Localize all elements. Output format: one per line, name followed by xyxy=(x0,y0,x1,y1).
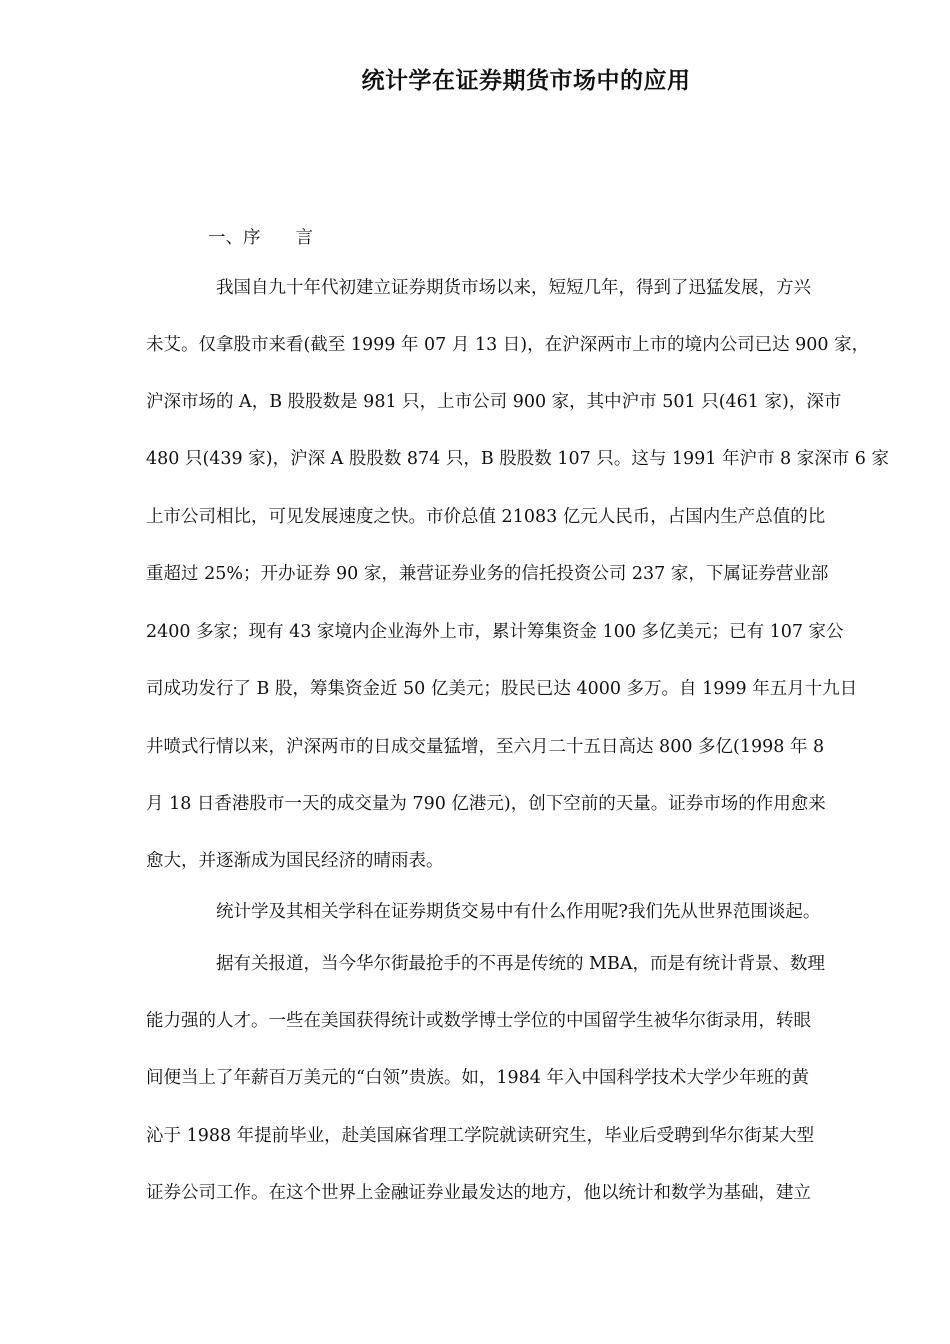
paragraph-line: 上市公司相比，可见发展速度之快。市价总值 21083 亿元人民币，占国内生产总值的比 xyxy=(146,507,826,527)
paragraph-line: 证券公司工作。在这个世界上金融证券业最发达的地方，他以统计和数学为基础，建立 xyxy=(146,1183,811,1203)
paragraph-line: 能力强的人才。一些在美国获得统计或数学博士学位的中国留学生被华尔街录用，转眼 xyxy=(146,1011,811,1031)
paragraph-line: 司成功发行了 B 股，筹集资金近 50 亿美元；股民已达 4000 多万。自 1999 年五月十九日 xyxy=(146,679,858,699)
paragraph-line: 2400 多家；现有 43 家境内企业海外上市，累计筹集资金 100 多亿美元；已有 107 家公 xyxy=(146,622,844,642)
paragraph-line: 井喷式行情以来，沪深两市的日成交量猛增，至六月二十五日高达 800 多亿(1998 年 8 xyxy=(146,737,825,757)
section-heading: 一、序 言 xyxy=(208,228,313,248)
document-title: 统计学在证券期货市场中的应用 xyxy=(361,67,691,94)
paragraph-line: 沁于 1988 年提前毕业，赴美国麻省理工学院就读研究生，毕业后受聘到华尔街某大型 xyxy=(146,1126,815,1146)
paragraph-line: 480 只(439 家)，沪深 A 股股数 874 只，B 股股数 107 只。这与 1991 年沪市 8 家深市 6 家 xyxy=(146,449,890,469)
paragraph-line: 间便当上了年薪百万美元的“白领”贵族。如，1984 年入中国科学技术大学少年班的黄 xyxy=(146,1068,809,1088)
paragraph-line: 我国自九十年代初建立证券期货市场以来，短短几年，得到了迅猛发展，方兴 xyxy=(216,278,811,298)
paragraph-line: 未艾。仅拿股市来看(截至 1999 年 07 月 13 日)，在沪深两市上市的境内公司已达 900 家， xyxy=(146,335,870,355)
paragraph-line: 重超过 25%；开办证券 90 家，兼营证券业务的信托投资公司 237 家，下属证券营业部 xyxy=(146,564,829,584)
paragraph-line: 愈大，并逐渐成为国民经济的晴雨表。 xyxy=(146,851,444,871)
paragraph-line: 据有关报道，当今华尔街最抢手的不再是传统的 MBA，而是有统计背景、数理 xyxy=(216,954,825,974)
paragraph-line: 沪深市场的 A，B 股股数是 981 只，上市公司 900 家，其中沪市 501 只(461 家)，深市 xyxy=(146,392,842,412)
paragraph-line: 统计学及其相关学科在证券期货交易中有什么作用呢?我们先从世界范围谈起。 xyxy=(216,902,821,922)
paragraph-line: 月 18 日香港股市一天的成交量为 790 亿港元)，创下空前的天量。证券市场的作用愈来 xyxy=(146,794,826,814)
